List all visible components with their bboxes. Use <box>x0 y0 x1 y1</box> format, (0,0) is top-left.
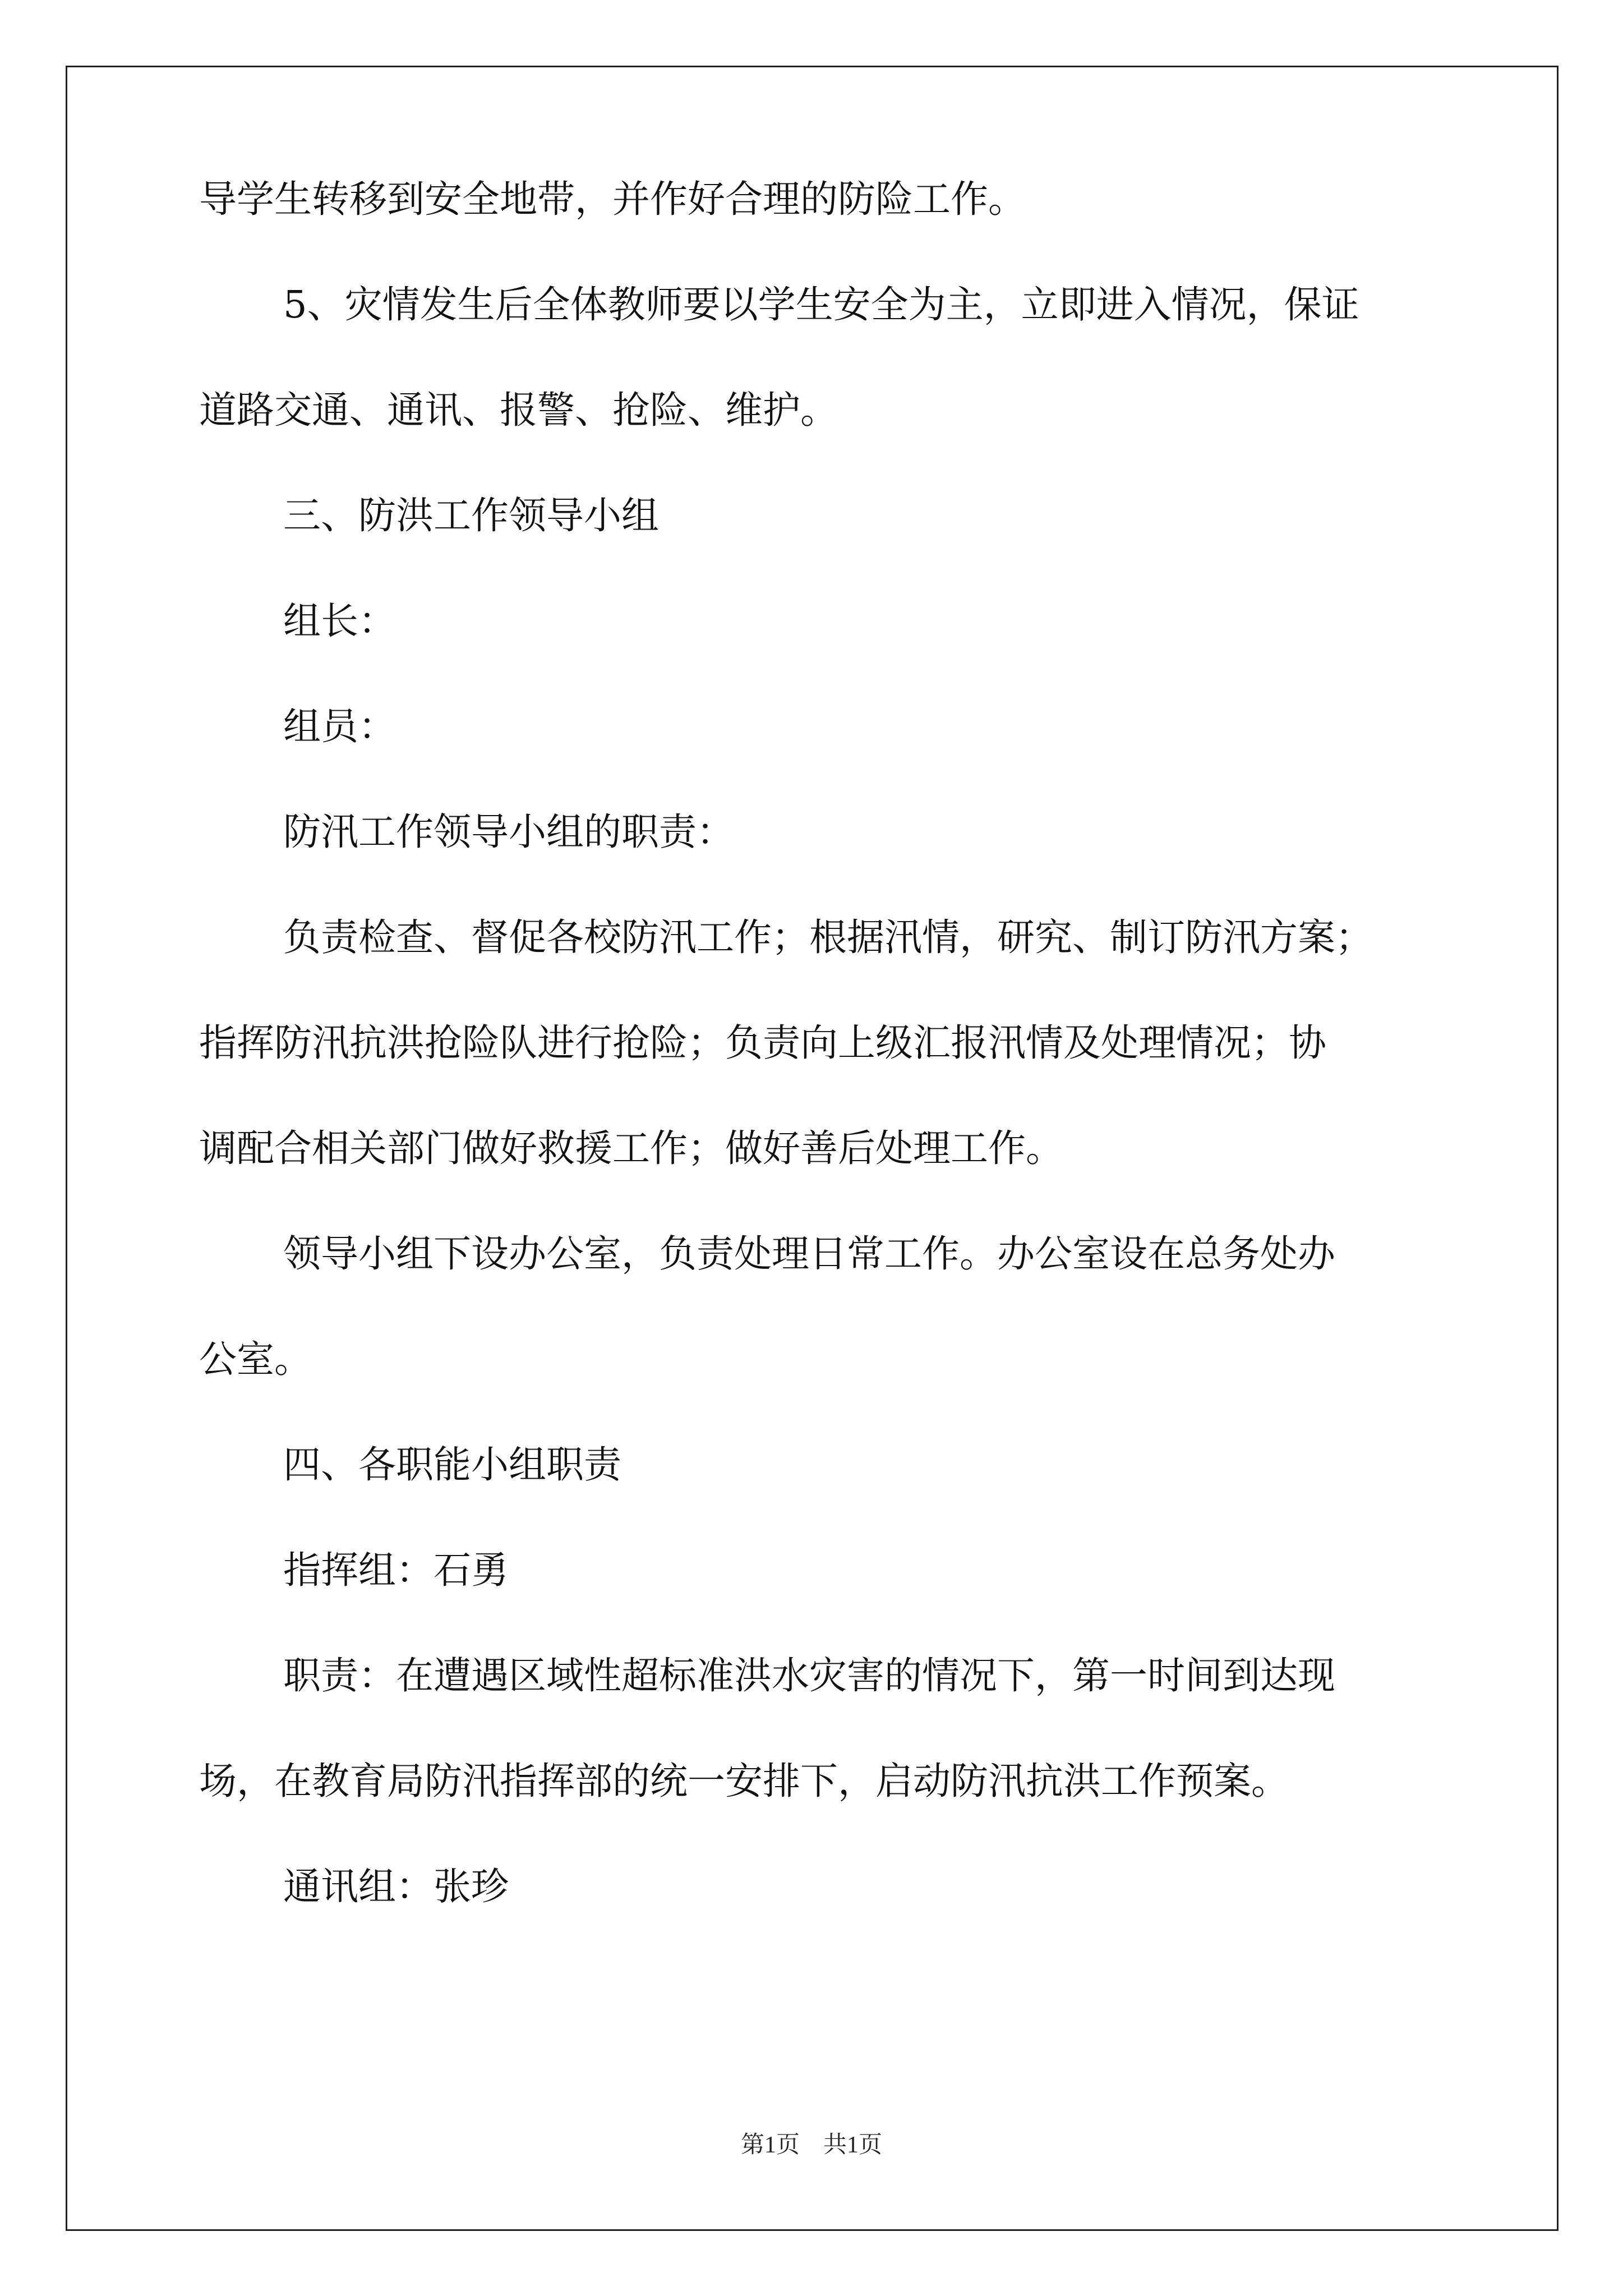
text-line: 指挥组：石勇 <box>283 1548 509 1592</box>
text-line: 通讯组：张珍 <box>283 1865 509 1908</box>
text-line: 领导小组下设办公室，负责处理日常工作。办公室设在总务处办 <box>283 1232 1335 1276</box>
text-line: 场，在教育局防汛指挥部的统一安排下，启动防汛抗洪工作预案。 <box>199 1759 1289 1803</box>
text-line: 公室。 <box>199 1337 312 1381</box>
text-line: 指挥防汛抗洪抢险队进行抢险；负责向上级汇报汛情及处理情况；协 <box>199 1021 1326 1065</box>
text-line: 三、防洪工作领导小组 <box>283 494 659 537</box>
text-line: 5、灾情发生后全体教师要以学生安全为主，立即进入情况，保证 <box>283 283 1359 326</box>
text-line: 组员： <box>283 705 396 748</box>
text-line: 职责：在遭遇区域性超标准洪水灾害的情况下，第一时间到达现 <box>283 1654 1335 1697</box>
text-line: 负责检查、督促各校防汛工作；根据汛情，研究、制订防汛方案； <box>283 915 1373 959</box>
text-line: 道路交通、通讯、报警、抢险、维护。 <box>199 388 838 432</box>
page-footer: 第1页 共1页 <box>740 2132 882 2158</box>
text-line: 导学生转移到安全地带，并作好合理的防险工作。 <box>199 177 1026 221</box>
text-line: 四、各职能小组职责 <box>283 1443 621 1487</box>
text-line: 防汛工作领导小组的职责： <box>283 810 734 854</box>
text-line: 组长： <box>283 599 396 643</box>
text-line: 调配合相关部门做好救援工作；做好善后处理工作。 <box>199 1126 1063 1170</box>
